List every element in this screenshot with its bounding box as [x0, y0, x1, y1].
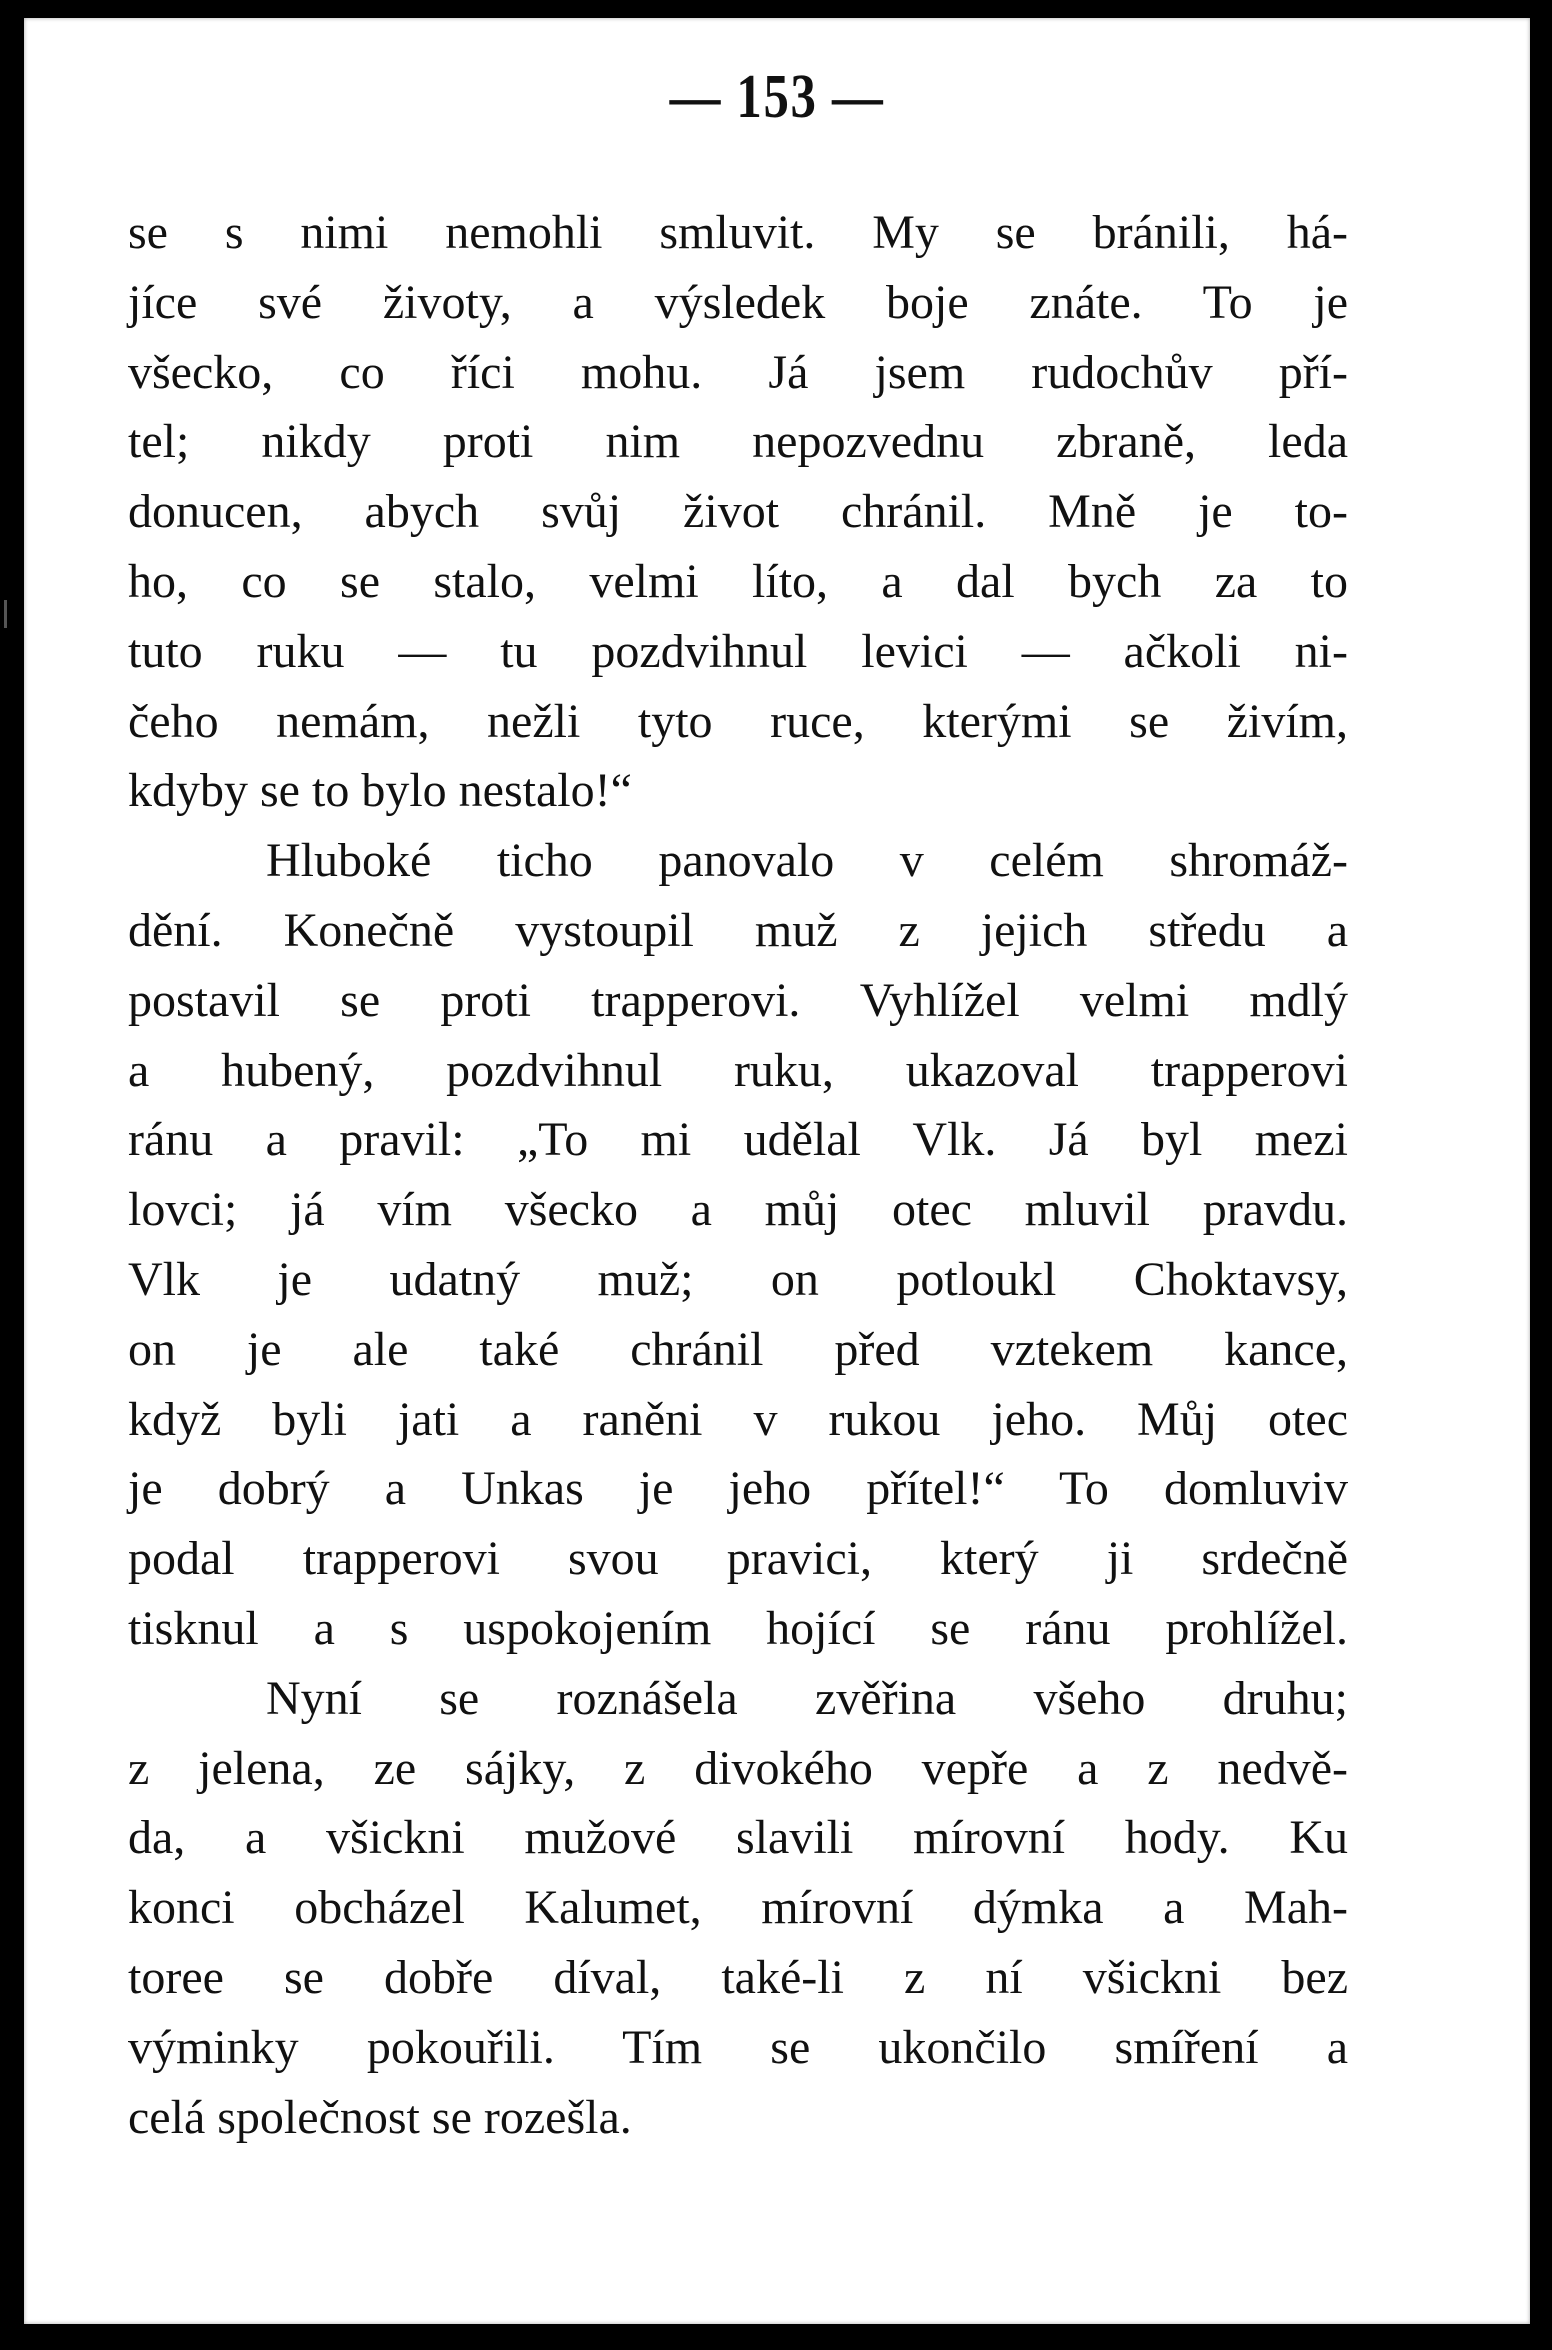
text-line: da, a všickni mužové slavili mírovní hody. Ku: [128, 1811, 1348, 1865]
text-line: ho, co se stalo, velmi líto, a dal bych za to: [128, 554, 1348, 608]
text-line: Nyní se roznášela zvěřina všeho druhu;: [266, 1671, 1348, 1725]
text-line: konci obcházel Kalumet, mírovní dýmka a Mah-: [128, 1881, 1348, 1935]
text-line: všecko, co říci mohu. Já jsem rudochův pří-: [128, 345, 1348, 399]
text-line: jíce své životy, a výsledek boje znáte. To je: [128, 275, 1348, 329]
text-line: ránu a pravil: „To mi udělal Vlk. Já byl mezi: [128, 1113, 1348, 1167]
text-line: dění. Konečně vystoupil muž z jejich středu a: [128, 903, 1348, 957]
text-line: toree se dobře díval, také-li z ní všickni bez: [128, 1950, 1348, 2004]
text-line: on je ale také chránil před vztekem kance,: [128, 1322, 1348, 1376]
text-line: Vlk je udatný muž; on potloukl Choktavsy,: [128, 1252, 1348, 1306]
text-line: je dobrý a Unkas je jeho přítel!“ To domluviv: [128, 1462, 1348, 1516]
text-line: když byli jati a raněni v rukou jeho. Můj otec: [128, 1392, 1348, 1446]
body-text: [128, 198, 1348, 2152]
text-line: výminky pokouřili. Tím se ukončilo smíření a: [128, 2020, 1348, 2074]
text-line: tisknul a s uspokojením hojící se ránu prohlížel.: [128, 1601, 1348, 1655]
text-line: Hluboké ticho panovalo v celém shromáž-: [266, 834, 1348, 888]
text-line: kdyby se to bylo nestalo!“: [128, 764, 632, 818]
book-page: [24, 18, 1530, 2324]
text-line: tel; nikdy proti nim nepozvednu zbraně, leda: [128, 415, 1348, 469]
text-line: čeho nemám, nežli tyto ruce, kterými se živím,: [128, 694, 1348, 748]
text-line: donucen, abych svůj život chránil. Mně je to-: [128, 485, 1348, 539]
text-line: tuto ruku — tu pozdvihnul levici — ačkoli ni-: [128, 624, 1348, 678]
text-line: celá společnost se rozešla.: [128, 2090, 632, 2144]
text-line: se s nimi nemohli smluvit. My se bránili, há-: [128, 206, 1348, 259]
text-line: z jelena, ze sájky, z divokého vepře a z nedvě-: [128, 1741, 1348, 1795]
text-line: lovci; já vím všecko a můj otec mluvil pravdu.: [128, 1183, 1348, 1237]
margin-mark: [4, 600, 7, 628]
text-line: postavil se proti trapperovi. Vyhlížel velmi mdlý: [128, 973, 1348, 1027]
text-line: a hubený, pozdvihnul ruku, ukazoval trapperovi: [128, 1043, 1348, 1097]
page-number: — 153 —: [669, 63, 885, 131]
text-line: podal trapperovi svou pravici, který ji srdečně: [128, 1532, 1348, 1586]
